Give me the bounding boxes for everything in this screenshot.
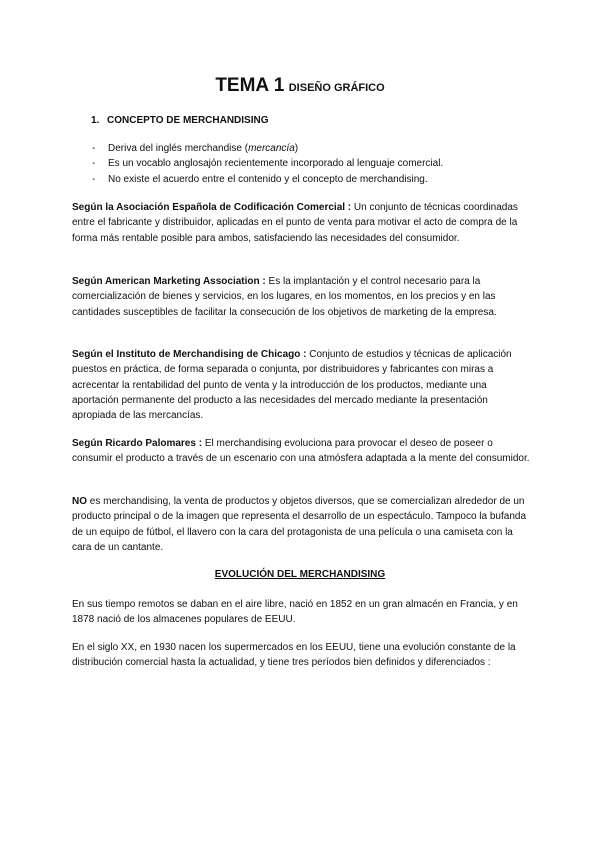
bullet-dash: - (92, 143, 96, 154)
bullet-text-after: ) (294, 143, 299, 154)
definition-paragraph (72, 347, 530, 423)
definition-source: Según la Asociación Española de Codificación Comercial : (72, 202, 352, 213)
section-number: 1. (91, 115, 100, 126)
title-sub: DISEÑO GRÁFICO (288, 82, 385, 94)
bullet-text: Deriva del inglés merchandise ( (108, 143, 249, 154)
section-heading-text: CONCEPTO DE MERCHANDISING (107, 115, 269, 126)
bullet-text: No existe el acuerdo entre el contenido y el concepto de merchandising. (108, 173, 428, 185)
bullet-item (92, 141, 443, 156)
bullet-list (92, 141, 443, 187)
definition-paragraph (72, 200, 530, 246)
bullet-item (92, 172, 443, 187)
definition-text: El merchandising evoluciona para provocar el deseo de poseer o consumir el producto a través de un escenario con una atmósfera adaptada a la mente del consumidor. (72, 438, 530, 465)
evolution-heading: EVOLUCIÓN DEL MERCHANDISING (214, 569, 386, 580)
bullet-italic: mercancía (248, 143, 295, 154)
bullet-dash: - (92, 173, 96, 185)
bullet-text: Es un vocablo anglosajón recientemente incorporado al lenguaje comercial. (108, 158, 444, 170)
title-main: TEMA 1 (215, 75, 285, 96)
no-text: es merchandising, la venta de productos y objetos diversos, que se comercializan alrededor de un producto principal o de la imagen que representa el desarrollo de un espectáculo. Tampoco la bufanda de un equipo de fútbol, el llavero con la cara del protagonista de una película o una camiseta con la cara de un cantante. (72, 496, 527, 553)
section-heading (91, 114, 269, 128)
definition-text: Conjunto de estudios y técnicas de aplicación puestos en práctica, de forma separada o conjunta, por distribuidores y fabricantes con miras a acrecentar la rentabilidad del punto de venta y la introducción de los productos, mediante una aportación permanente del producto a las necesidades del mercado mediante la presentación apropiada de las mercancías. (72, 349, 512, 422)
evolution-paragraph: En sus tiempo remotos se daban en el aire libre, nació en 1852 en un gran almacén en Francia, y en 1878 nació de los almacenes populares de EEUU. (72, 599, 518, 626)
bullet-item (92, 156, 443, 171)
no-merchandising-paragraph (72, 494, 530, 555)
definition-paragraph (72, 436, 530, 467)
bullet-dash: - (92, 158, 96, 170)
evolution-paragraph: En el siglo XX, en 1930 nacen los supermercados en los EEUU, tiene una evolución constante de la distribución comercial hasta la actualidad, y tiene tres períodos bien definidos y diferenciados : (72, 642, 516, 669)
page-title (0, 74, 600, 100)
definition-source: Según Ricardo Palomares : (72, 438, 203, 449)
definition-text: Es la implantación y el control necesario para la comercialización de bienes y servicios, en los lugares, en los momentos, en los precios y en las cantidades susceptibles de facilitar la consecución de los objetivos de marketing de la empresa. (72, 276, 497, 318)
definition-text: Un conjunto de técnicas coordinadas entre el fabricante y distribuidor, aplicadas en el punto de venta para motivar el acto de compra de la forma más rentable posible para ambos, satisfaciendo las necesidades del consumidor. (72, 202, 518, 244)
definition-source: Según American Marketing Association : (72, 276, 266, 287)
definition-paragraph (72, 274, 530, 320)
definition-source: Según el Instituto de Merchandising de Chicago : (72, 349, 307, 360)
no-lead: NO (72, 496, 87, 507)
